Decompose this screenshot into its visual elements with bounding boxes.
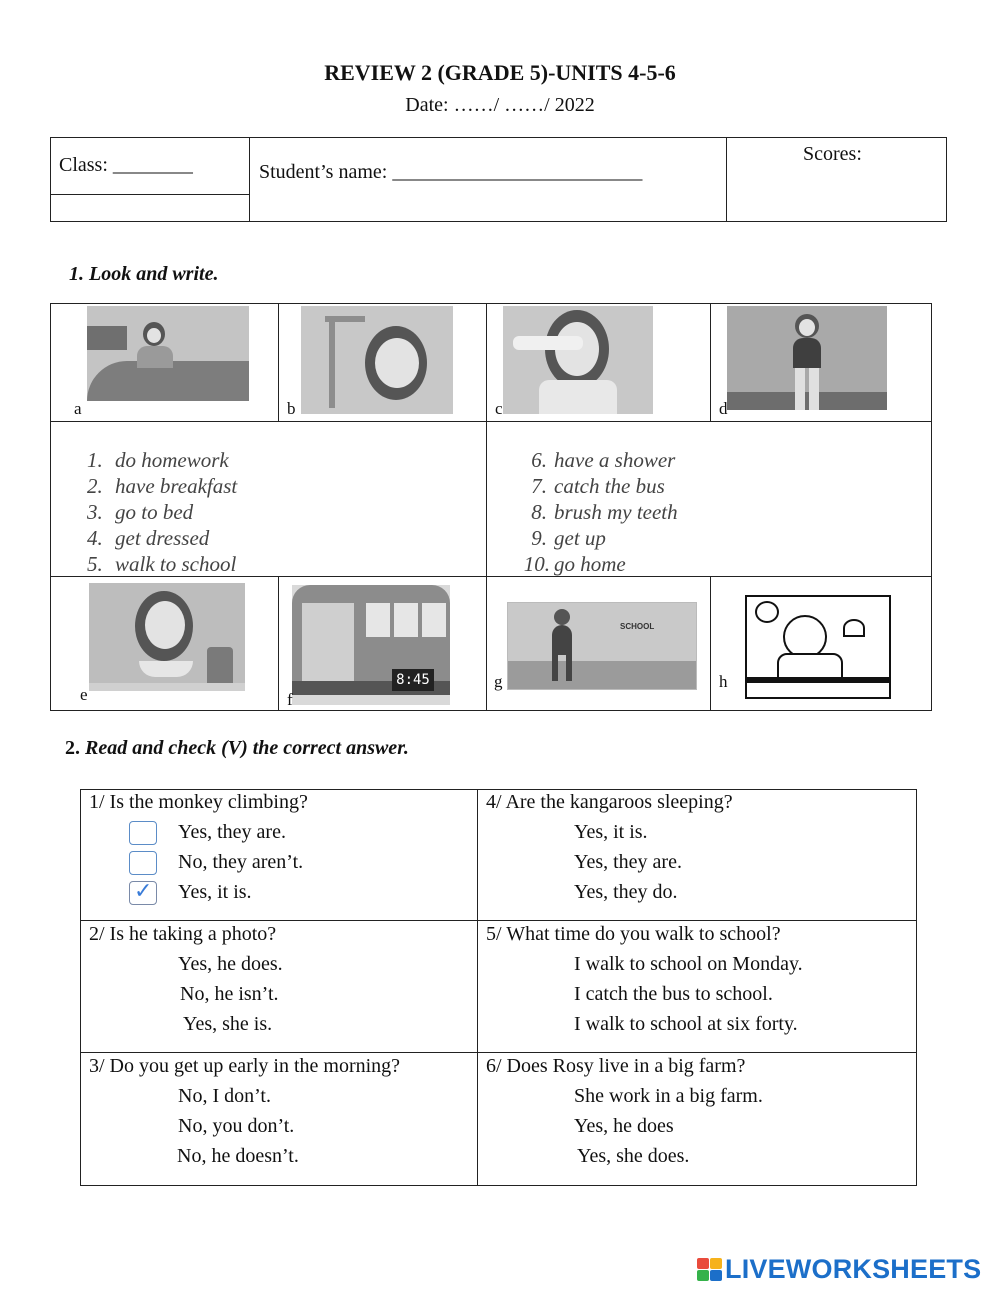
phrase-item: 7. catch the bus: [531, 474, 665, 498]
question-1: 1/ Is the monkey climbing?: [89, 791, 308, 813]
phrase-list-right: [519, 447, 678, 577]
picture-letter-a: a: [74, 399, 82, 418]
check-icon: ✓: [134, 879, 153, 904]
picture-letter-c: c: [495, 399, 503, 418]
look-and-write-grid: [50, 303, 932, 711]
girl-brushing-teeth-image: [503, 306, 653, 414]
student-info-table: [50, 137, 947, 222]
answer-5b[interactable]: I catch the bus to school.: [574, 983, 773, 1005]
picture-letter-h: h: [719, 672, 728, 691]
boy-catching-bus-image: [292, 585, 450, 705]
class-field[interactable]: Class: ________: [51, 138, 250, 195]
section-2-title: 2. Read and check (V) the correct answer.: [65, 737, 409, 759]
bus-clock: 8:45: [392, 669, 434, 691]
class-field-extra: [51, 195, 250, 221]
liveworksheets-logo-icon: [697, 1258, 723, 1282]
girl-dressed-image: [727, 306, 887, 410]
phrase-item: 3. go to bed: [87, 500, 194, 524]
question-4: 4/ Are the kangaroos sleeping?: [486, 791, 733, 813]
answer-4c[interactable]: Yes, they do.: [574, 881, 678, 903]
answer-3b[interactable]: No, you don’t.: [178, 1115, 295, 1137]
girl-breakfast-image: [89, 583, 245, 691]
girl-walking-to-school-image: [507, 602, 697, 690]
picture-letter-g: g: [494, 672, 503, 691]
answer-2c[interactable]: Yes, she is.: [183, 1013, 273, 1035]
phrase-item: 6. have a shower: [531, 448, 676, 472]
answer-1a: Yes, they are.: [178, 821, 286, 843]
answer-1a-checkbox[interactable]: [129, 821, 157, 845]
answer-1c-checkbox[interactable]: [129, 881, 157, 905]
answer-1c: Yes, it is.: [178, 881, 252, 903]
question-2: 2/ Is he taking a photo?: [89, 923, 277, 945]
student-name-field[interactable]: Student’s name: _________________________: [250, 138, 727, 221]
phrase-item: 8. brush my teeth: [531, 500, 678, 524]
school-sign: SCHOOL: [620, 622, 655, 631]
answer-4b[interactable]: Yes, they are.: [574, 851, 682, 873]
section-1-title: 1. Look and write.: [69, 263, 219, 285]
picture-letter-e: e: [80, 685, 88, 704]
answer-3c[interactable]: No, he doesn’t.: [177, 1145, 299, 1167]
answer-2a[interactable]: Yes, he does.: [178, 953, 283, 975]
answer-6b[interactable]: Yes, he does: [574, 1115, 674, 1137]
answer-6a[interactable]: She work in a big farm.: [574, 1085, 763, 1107]
girl-shower-image: [301, 306, 453, 414]
picture-letter-d: d: [719, 399, 728, 418]
brand-name: LIVEWORKSHEETS: [725, 1254, 982, 1284]
worksheet-date: Date: ……/ ……/ 2022: [405, 94, 595, 116]
question-3: 3/ Do you get up early in the morning?: [89, 1055, 401, 1077]
phrase-list-left: [87, 447, 237, 577]
boy-homework-at-desk-image: [745, 595, 891, 699]
answer-6c[interactable]: Yes, she does.: [577, 1145, 690, 1167]
read-and-check-table: [80, 789, 917, 1186]
picture-letter-b: b: [287, 399, 296, 418]
scores-field: Scores:: [803, 143, 862, 165]
question-6: 6/ Does Rosy live in a big farm?: [486, 1055, 746, 1077]
phrase-item: 10. go home: [523, 552, 626, 576]
worksheet-title: REVIEW 2 (GRADE 5)-UNITS 4-5-6: [324, 60, 676, 85]
phrase-item: 4. get dressed: [87, 526, 210, 550]
answer-5a[interactable]: I walk to school on Monday.: [574, 953, 803, 975]
phrase-item: 9. get up: [531, 526, 606, 550]
answer-2b[interactable]: No, he isn’t.: [180, 983, 279, 1005]
phrase-item: 5. walk to school: [87, 552, 237, 576]
phrase-item: 1. do homework: [87, 448, 229, 472]
answer-1b: No, they aren’t.: [178, 851, 304, 873]
answer-1b-checkbox[interactable]: [129, 851, 157, 875]
answer-3a[interactable]: No, I don’t.: [178, 1085, 271, 1107]
picture-letter-f: f: [287, 690, 293, 709]
answer-5c[interactable]: I walk to school at six forty.: [574, 1013, 798, 1035]
question-5: 5/ What time do you walk to school?: [486, 923, 781, 945]
answer-4a[interactable]: Yes, it is.: [574, 821, 648, 843]
girl-stretching-in-bed-image: [87, 306, 249, 401]
phrase-item: 2. have breakfast: [87, 474, 238, 498]
